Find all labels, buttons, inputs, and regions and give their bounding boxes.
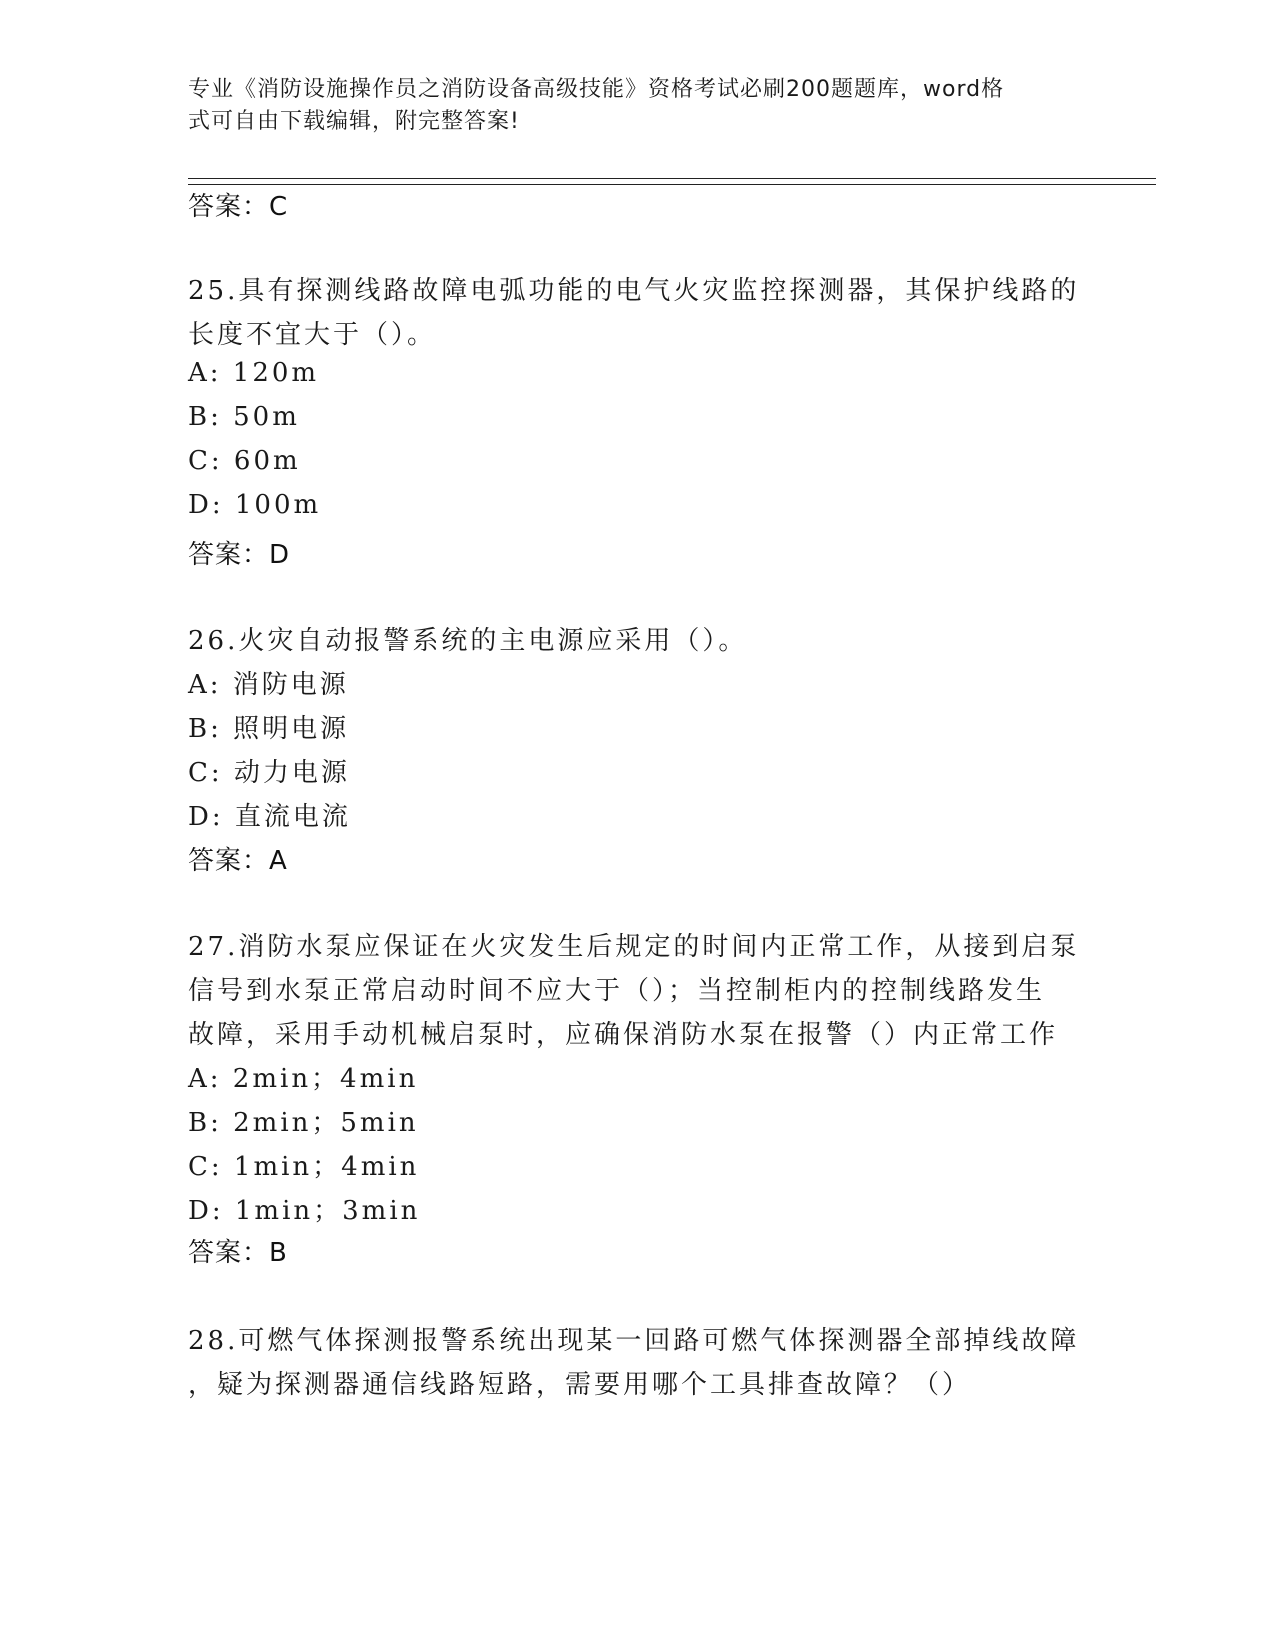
question-26-option-c: C: 动力电源: [188, 758, 350, 788]
question-25-option-a: A: 120m: [188, 358, 320, 388]
question-27-option-a: A: 2min；4min: [188, 1064, 419, 1094]
question-25-option-b: B: 50m: [188, 402, 300, 432]
question-26-stem-line-1: 26.火灾自动报警系统的主电源应采用（）。: [188, 626, 748, 656]
document-header: [188, 74, 1088, 138]
answer-26: 答案：A: [188, 846, 288, 876]
question-25-option-d: D: 100m: [188, 490, 322, 520]
question-28-stem-line-2: ，疑为探测器通信线路短路，需要用哪个工具排查故障？（）: [188, 1370, 972, 1400]
question-27-option-d: D: 1min；3min: [188, 1196, 421, 1226]
question-26-option-a: A: 消防电源: [188, 670, 349, 700]
question-26-option-b: B: 照明电源: [188, 714, 350, 744]
header-line-2: 式可自由下载编辑，附完整答案!: [188, 109, 520, 134]
header-divider-top: [188, 178, 1156, 179]
question-27-stem-line-3: 故障，采用手动机械启泵时，应确保消防水泵在报警（）内正常工作: [188, 1020, 1059, 1050]
answer-27: 答案：B: [188, 1238, 288, 1268]
header-divider-bottom: [188, 184, 1156, 185]
answer-24: 答案：C: [188, 192, 289, 222]
question-25-option-c: C: 60m: [188, 446, 301, 476]
question-27-option-c: C: 1min；4min: [188, 1152, 420, 1182]
header-line-1: 专业《消防设施操作员之消防设备高级技能》资格考试必刷200题题库，word格: [188, 77, 1005, 102]
answer-25: 答案：D: [188, 540, 291, 570]
question-25-stem-line-2: 长度不宜大于（）。: [188, 320, 437, 350]
question-27-option-b: B: 2min；5min: [188, 1108, 419, 1138]
question-25-stem-line-1: 25.具有探测线路故障电弧功能的电气火灾监控探测器，其保护线路的: [188, 276, 1080, 306]
question-28-stem-line-1: 28.可燃气体探测报警系统出现某一回路可燃气体探测器全部掉线故障: [188, 1326, 1080, 1356]
question-27-stem-line-1: 27.消防水泵应保证在火灾发生后规定的时间内正常工作，从接到启泵: [188, 932, 1080, 962]
question-26-option-d: D: 直流电流: [188, 802, 351, 832]
question-27-stem-line-2: 信号到水泵正常启动时间不应大于（）；当控制柜内的控制线路发生: [188, 976, 1046, 1006]
